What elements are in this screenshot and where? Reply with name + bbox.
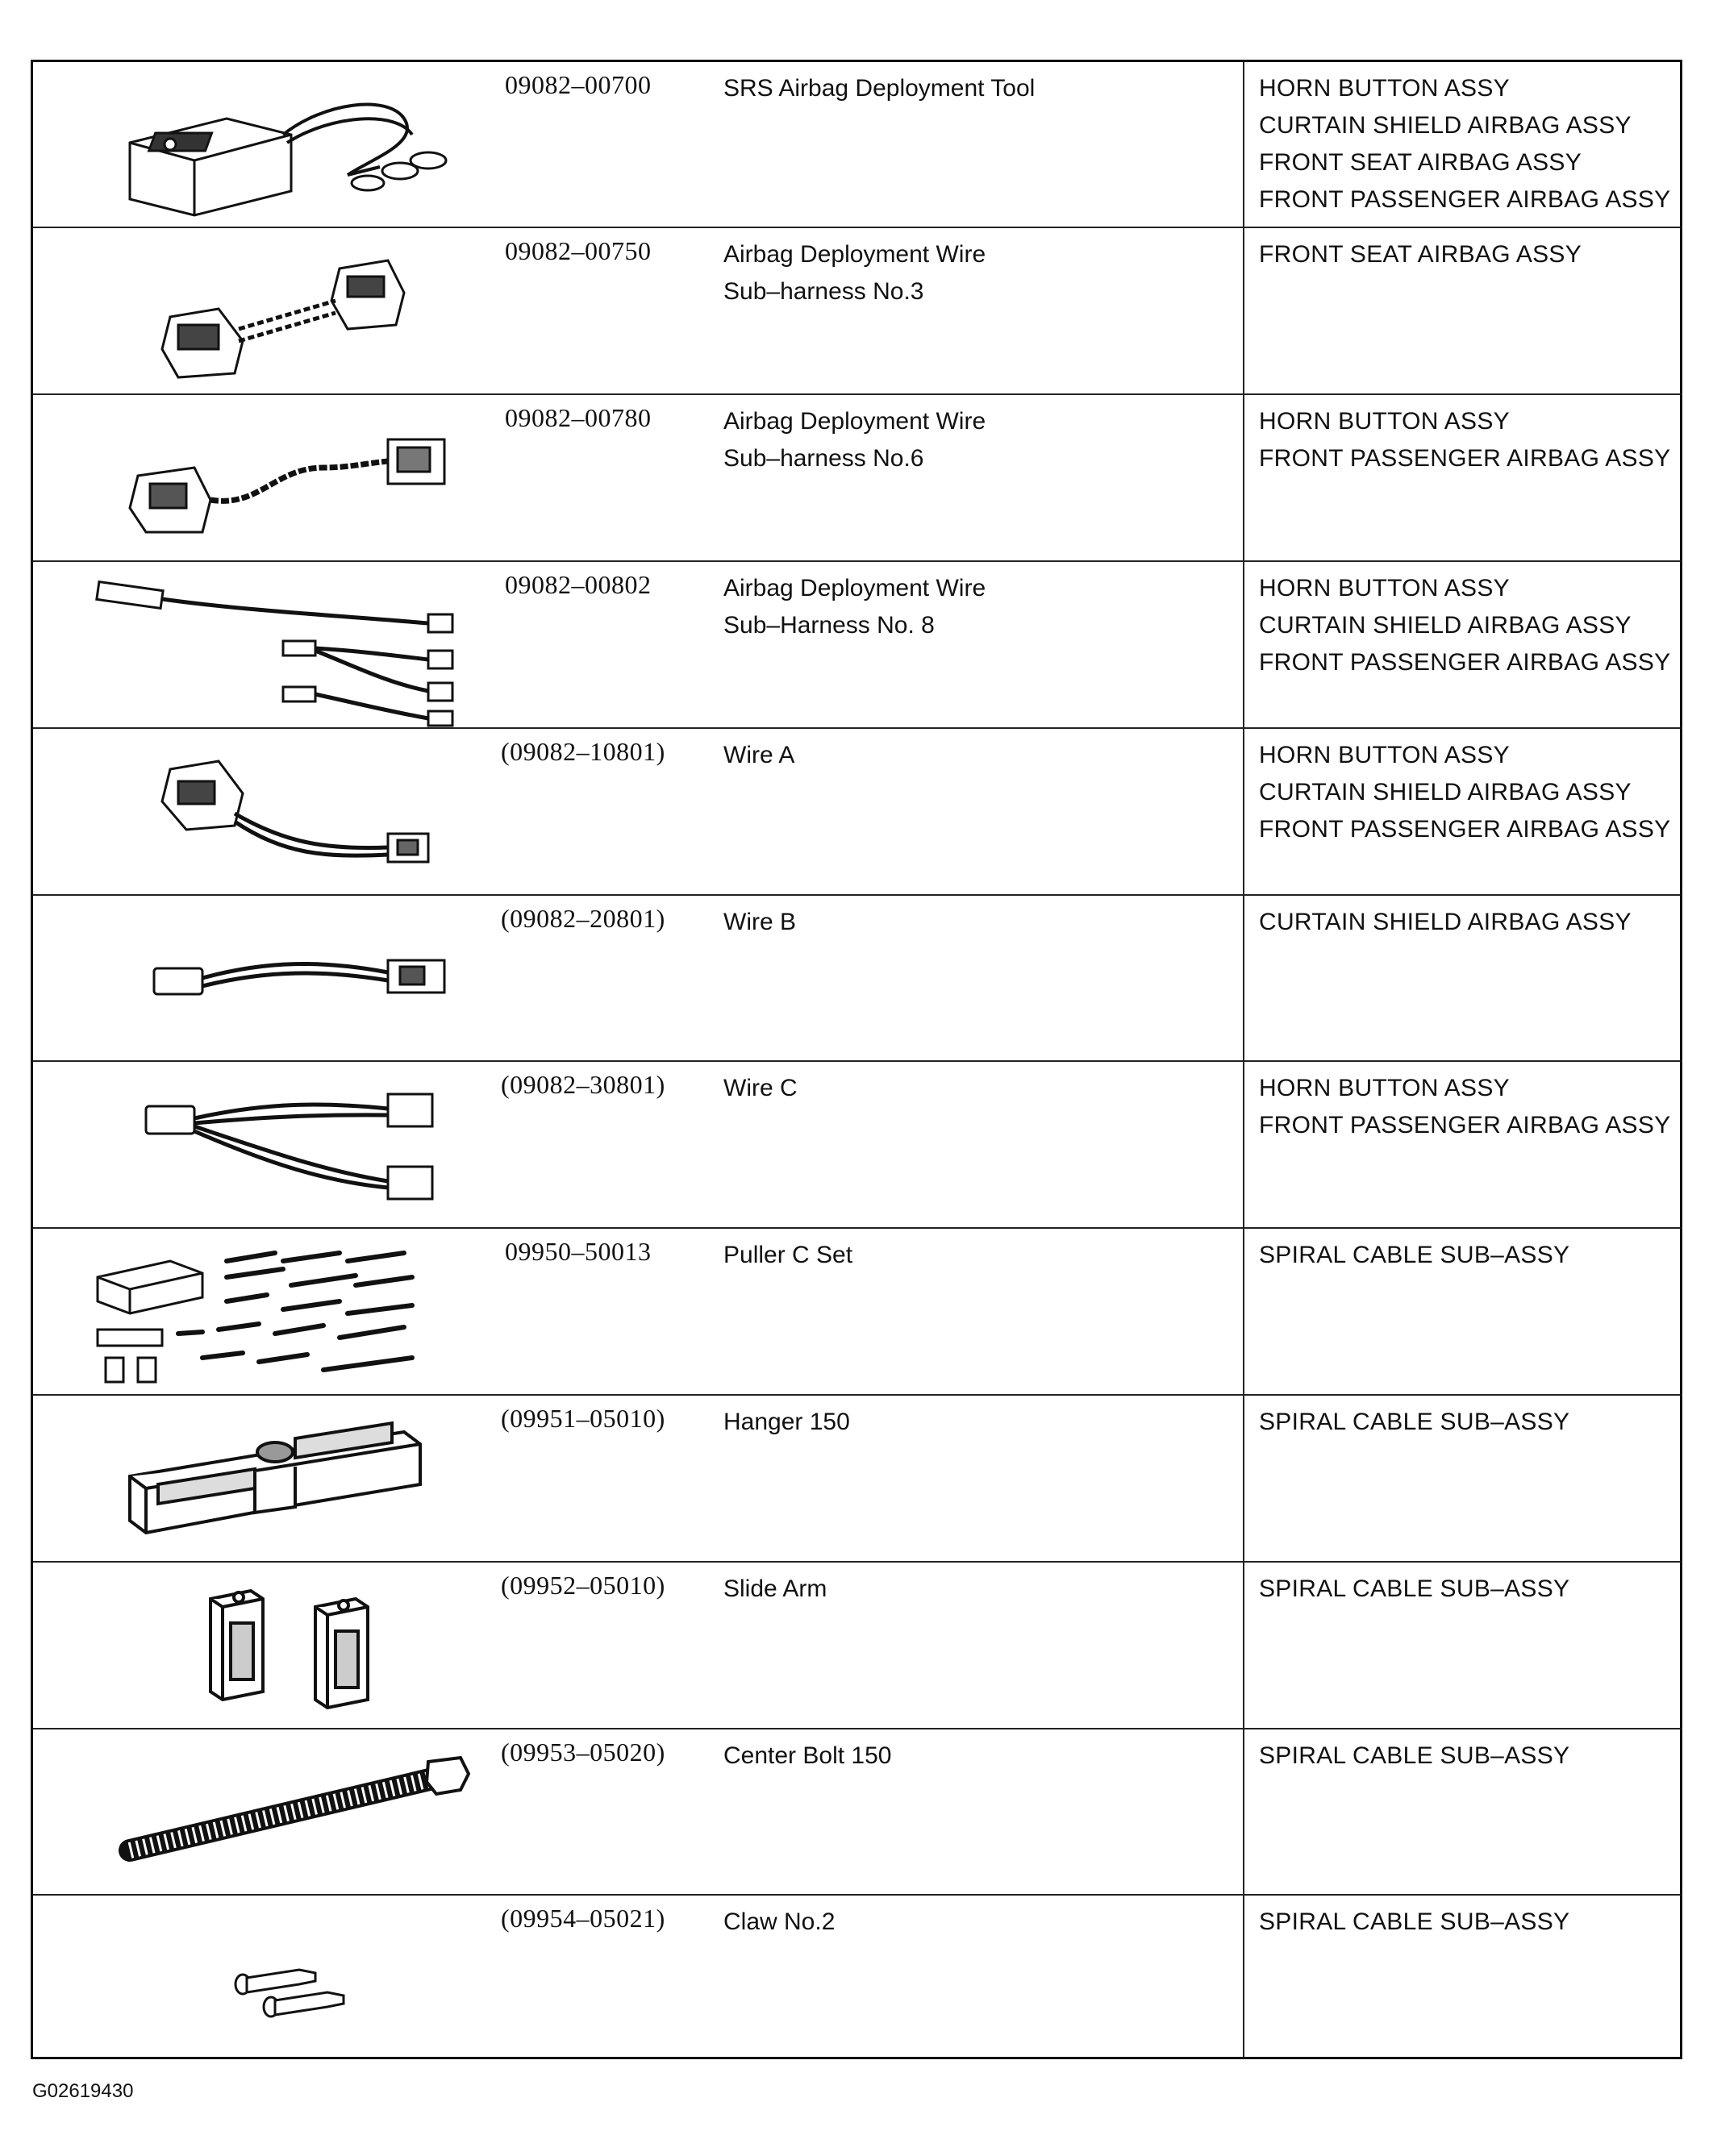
claw-icon — [81, 1904, 469, 2054]
application-item: CURTAIN SHIELD AIRBAG ASSY — [1259, 909, 1632, 935]
application-item: SPIRAL CABLE SUB–ASSY — [1259, 1242, 1570, 1268]
applications — [1259, 1571, 1569, 1608]
part-number: 09950–50013 — [505, 1237, 652, 1266]
table-row — [33, 1563, 1680, 1729]
center-bolt-icon — [81, 1738, 469, 1888]
tool-name-line: Sub–harness No.3 — [723, 278, 924, 305]
tool-name-line: Center Bolt 150 — [723, 1742, 892, 1769]
application-item: HORN BUTTON ASSY — [1259, 742, 1510, 768]
part-number: (09953–05020) — [501, 1738, 665, 1767]
table-row — [33, 896, 1680, 1062]
application-item: SPIRAL CABLE SUB–ASSY — [1259, 1742, 1570, 1769]
sub-harness-no6-icon — [81, 403, 469, 553]
applications — [1259, 1904, 1569, 1941]
sub-harness-no3-icon — [81, 236, 469, 386]
applications — [1259, 904, 1632, 941]
applications — [1259, 737, 1670, 848]
tool-name — [723, 737, 794, 774]
tool-name — [723, 904, 796, 941]
applications — [1259, 570, 1670, 681]
part-number: (09082–30801) — [501, 1070, 665, 1099]
wire-a-icon — [81, 737, 469, 887]
slide-arm-icon — [81, 1571, 469, 1721]
table-row — [33, 562, 1680, 729]
part-number: 09082–00780 — [505, 403, 652, 432]
table-row — [33, 1229, 1680, 1396]
application-item: HORN BUTTON ASSY — [1259, 75, 1510, 102]
tool-name-line: Claw No.2 — [723, 1908, 836, 1935]
tool-name-line: Airbag Deployment Wire — [723, 575, 986, 601]
tool-name — [723, 1904, 835, 1941]
hanger-icon — [81, 1404, 469, 1554]
tools-table — [31, 60, 1682, 2059]
application-item: CURTAIN SHIELD AIRBAG ASSY — [1259, 612, 1632, 639]
tool-name-line: Hanger 150 — [723, 1409, 850, 1435]
table-row — [33, 228, 1680, 395]
application-item: FRONT SEAT AIRBAG ASSY — [1259, 241, 1582, 268]
tool-name-line: SRS Airbag Deployment Tool — [723, 75, 1036, 102]
tool-name — [723, 1237, 852, 1274]
applications — [1259, 1738, 1569, 1775]
table-row — [33, 62, 1680, 228]
part-number: (09954–05021) — [501, 1904, 665, 1933]
tool-name-line: Airbag Deployment Wire — [723, 241, 986, 268]
tool-name-line: Airbag Deployment Wire — [723, 408, 986, 435]
part-number: 09082–00700 — [505, 70, 652, 99]
tool-name-line: Wire C — [723, 1075, 798, 1101]
applications — [1259, 403, 1670, 477]
sub-harness-no8-icon — [81, 570, 469, 720]
applications — [1259, 1070, 1670, 1144]
tool-name — [723, 570, 986, 644]
applications — [1259, 236, 1582, 273]
application-item: FRONT PASSENGER AIRBAG ASSY — [1259, 1112, 1671, 1138]
part-number: 09082–00802 — [505, 570, 652, 599]
application-item: HORN BUTTON ASSY — [1259, 408, 1510, 435]
application-item: FRONT PASSENGER AIRBAG ASSY — [1259, 445, 1671, 472]
figure-id: G02619430 — [32, 2080, 134, 2102]
tool-name — [723, 1070, 798, 1107]
tool-name — [723, 403, 986, 477]
table-row — [33, 1062, 1680, 1229]
application-item: HORN BUTTON ASSY — [1259, 1075, 1510, 1101]
application-item: FRONT PASSENGER AIRBAG ASSY — [1259, 649, 1671, 676]
table-row — [33, 729, 1680, 896]
tool-name-line: Wire B — [723, 909, 796, 935]
tool-name-line: Wire A — [723, 742, 795, 768]
part-number: (09082–20801) — [501, 904, 665, 933]
application-item: SPIRAL CABLE SUB–ASSY — [1259, 1575, 1570, 1602]
part-number: (09951–05010) — [501, 1404, 665, 1433]
puller-set-icon — [81, 1237, 469, 1387]
tool-name-line: Sub–Harness No. 8 — [723, 612, 935, 639]
application-item: FRONT SEAT AIRBAG ASSY — [1259, 149, 1582, 176]
application-item: HORN BUTTON ASSY — [1259, 575, 1510, 601]
tool-name-line: Slide Arm — [723, 1575, 827, 1602]
part-number: (09952–05010) — [501, 1571, 665, 1600]
part-number: (09082–10801) — [501, 737, 665, 766]
applications — [1259, 1404, 1569, 1441]
tool-name — [723, 70, 1035, 107]
application-item: CURTAIN SHIELD AIRBAG ASSY — [1259, 779, 1632, 805]
tool-name — [723, 1738, 891, 1775]
application-item: SPIRAL CABLE SUB–ASSY — [1259, 1908, 1570, 1935]
wire-c-icon — [81, 1070, 469, 1220]
tool-name-line: Puller C Set — [723, 1242, 853, 1268]
application-item: CURTAIN SHIELD AIRBAG ASSY — [1259, 112, 1632, 139]
table-row — [33, 1896, 1680, 2062]
applications — [1259, 1237, 1569, 1274]
tool-name-line: Sub–harness No.6 — [723, 445, 924, 472]
table-row — [33, 1396, 1680, 1563]
wire-b-icon — [81, 904, 469, 1054]
tool-name — [723, 1404, 850, 1441]
tool-name — [723, 236, 986, 310]
application-item: FRONT PASSENGER AIRBAG ASSY — [1259, 186, 1671, 213]
deployment-tool-icon — [81, 70, 469, 220]
applications — [1259, 70, 1670, 219]
part-number: 09082–00750 — [505, 236, 652, 265]
application-item: SPIRAL CABLE SUB–ASSY — [1259, 1409, 1570, 1435]
table-row — [33, 395, 1680, 562]
application-item: FRONT PASSENGER AIRBAG ASSY — [1259, 816, 1671, 843]
table-row — [33, 1729, 1680, 1896]
tool-name — [723, 1571, 827, 1608]
